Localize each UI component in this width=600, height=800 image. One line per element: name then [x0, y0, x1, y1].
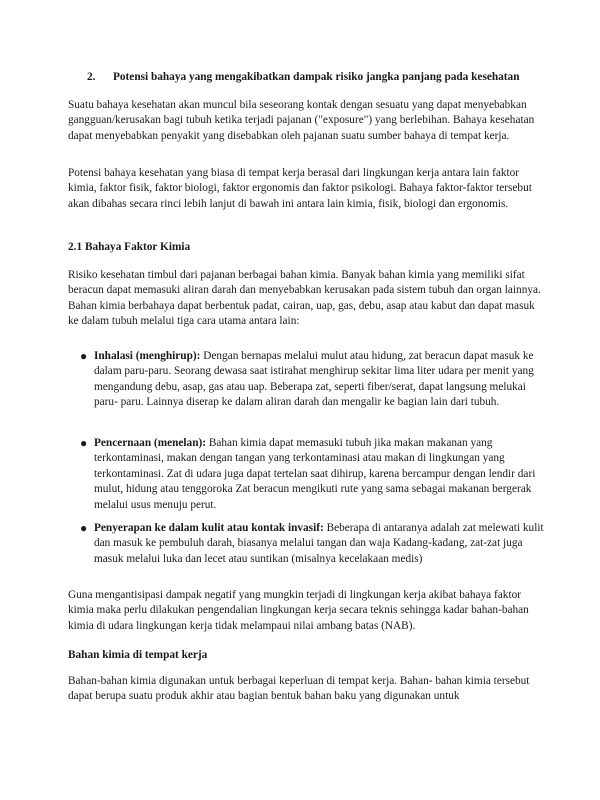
- section-heading-2: [87, 70, 547, 85]
- list-item-text: Dengan bernapas melalui mulut atau hidung, zat beracun dapat masuk ke dalam paru-paru. Seorang dewasa saat istirahat menghirup sekitar lima liter udara per menit yang mengandung debu, asap, gas atau uap. Beberapa zat, seperti fiber/serat, dapat langsung melukai paru- paru. Lainnya diserap ke dalam aliran darah dan mengalir ke bagian lain dari tubuh.: [94, 350, 534, 409]
- paragraph-hazard-sources: Potensi bahaya kesehatan yang biasa di tempat kerja berasal dari lingkungan kerja antara lain faktor kimia, faktor fisik, faktor biologi, faktor ergonomis dan faktor psikologi. Bahaya faktor-faktor tersebut akan dibahas secara rinci lebih lanjut di bawah ini antara lain kimia, fisik, biologi dan ergonomis.: [68, 167, 532, 210]
- paragraph-mitigation: Guna mengantisipasi dampak negatif yang mungkin terjadi di lingkungan kerja akibat bahaya faktor kimia maka perlu dilakukan pengendalian lingkungan kerja secara teknis sehingga kadar bahan-bahan kimia di udara lingkungan kerja tidak melampaui nilai ambang batas (NAB).: [68, 589, 529, 632]
- list-item-ingestion: [68, 436, 546, 513]
- list-item-term: Pencernaan (menelan):: [94, 437, 207, 449]
- list-item-text: Beberapa di antaranya adalah zat melewati kulit dan masuk ke pembuluh darah, biasanya melalui tangan dan waja Kadang-kadang, zat-zat juga masuk melalui luka dan lecet atau suntikan (misalnya kecelakaan medis): [94, 522, 544, 565]
- list-item-text: Bahan kimia dapat memasuki tubuh jika makan makanan yang terkontaminasi, makan dengan tangan yang terkontaminasi atau makan di lingkungan yang terkontaminasi. Zat di udara juga dapat tertelan saat dihirup, karena bercampur dengan lendir dari mulut, hidung atau tenggoroka Zat beracun mengikuti rute yang sama sebagai makanan bergerak melalui usus menuju perut.: [94, 437, 536, 511]
- paragraph-chemical-risk: Risiko kesehatan timbul dari pajanan berbagai bahan kimia. Banyak bahan kimia yang memiliki sifat beracun dapat memasuki aliran darah dan menyebabkan kerusakan pada sistem tubuh dan organ lainnya. Bahan kimia berbahaya dapat berbentuk padat, cairan, uap, gas, debu, asap atau kabut dan dapat masuk ke dalam tubuh melalui tiga cara utama antara lain:: [68, 269, 541, 328]
- list-item-inhalation: [68, 349, 546, 411]
- list-item-term: Inhalasi (menghirup):: [94, 350, 201, 362]
- heading-number: 2.: [87, 71, 96, 83]
- bullet-icon: ●: [80, 436, 88, 450]
- heading-title: Potensi bahaya yang mengakibatkan dampak risiko jangka panjang pada kesehatan: [113, 71, 520, 83]
- paragraph-health-hazard: Suatu bahaya kesehatan akan muncul bila seseorang kontak dengan sesuatu yang dapat menyebabkan gangguan/kerusakan bagi tubuh ketika terjadi pajanan ("exposure") yang berlebihan. Bahaya kesehatan dapat menyebabkan penyakit yang disebabkan oleh pajanan suatu sumber bahaya di tempat kerja.: [68, 99, 535, 142]
- list-item-term: Penyerapan ke dalam kulit atau kontak invasif:: [94, 522, 324, 534]
- subheading-chemicals-at-work: Bahan kimia di tempat kerja: [68, 649, 208, 661]
- paragraph-chemicals-usage: Bahan-bahan kimia digunakan untuk berbagai keperluan di tempat kerja. Bahan- bahan kimia tersebut dapat berupa suatu produk akhir atau bagian bentuk bahan baku yang digunakan untuk: [68, 675, 530, 703]
- subheading-chemical-hazard: 2.1 Bahaya Faktor Kimia: [68, 241, 191, 253]
- list-item-skin-absorption: [68, 521, 546, 567]
- bullet-icon: ●: [80, 521, 88, 535]
- bullet-icon: ●: [80, 349, 88, 363]
